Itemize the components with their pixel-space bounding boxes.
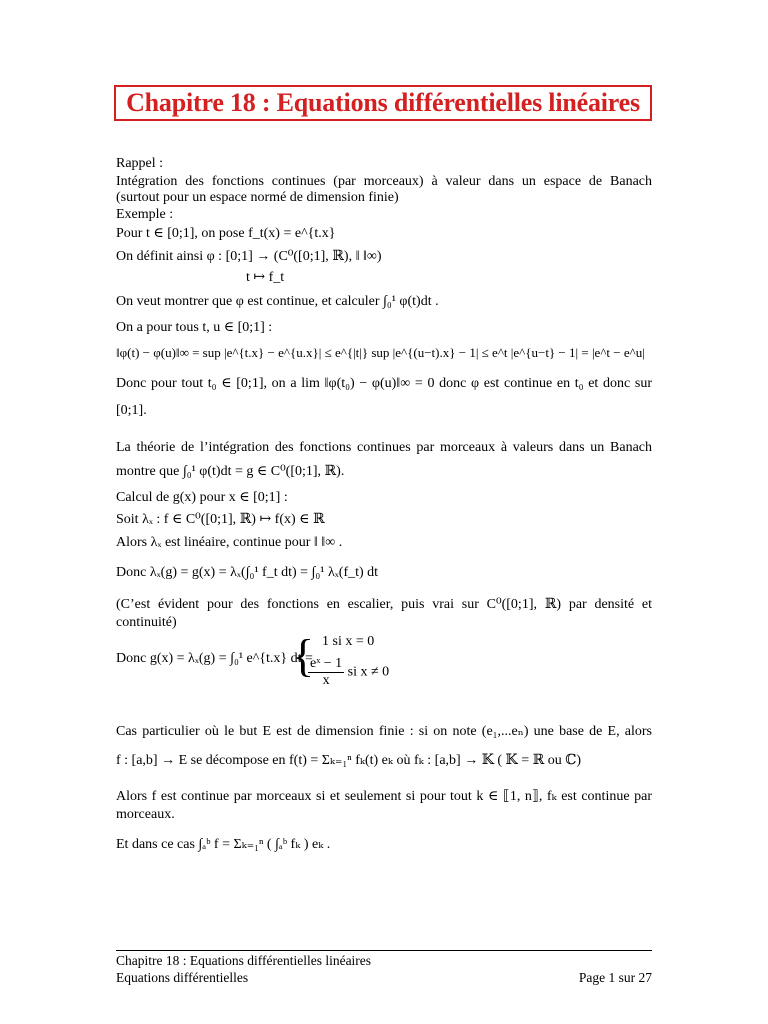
text-exemple: Exemple : bbox=[116, 207, 174, 222]
text-et-dans: Et dans ce cas ∫ₐᵇ f = Σₖ₌₁ⁿ ( ∫ₐᵇ fₖ ) eₖ . bbox=[116, 837, 331, 852]
text-cas-2: f : [a,b] → E se décompose en f(t) = Σₖ₌₁ⁿ fₖ(t) eₖ où fₖ : [a,b] → 𝕂 ( 𝕂 = ℝ ou ℂ) bbox=[116, 753, 582, 768]
text-mapsto: t ↦ f_t bbox=[246, 270, 285, 285]
text-alors-f-2: morceaux. bbox=[116, 807, 175, 822]
chapter-title: Chapitre 18 : Equations différentielles linéaires bbox=[126, 88, 640, 117]
case-2-denominator: x bbox=[322, 673, 330, 688]
left-brace: { bbox=[292, 630, 315, 681]
text-integration-1: Intégration des fonctions continues (par morceaux) à valeur dans un espace de Banach bbox=[116, 174, 652, 189]
text-theorie-2: montre que ∫₀¹ φ(t)dt = g ∈ C⁰([0;1], ℝ). bbox=[116, 464, 345, 479]
footer-rule bbox=[116, 950, 652, 951]
text-cest-1: (C’est évident pour des fonctions en escalier, puis vrai sur C⁰([0;1], ℝ) par densité et bbox=[116, 597, 652, 612]
case-1: 1 si x = 0 bbox=[322, 634, 375, 649]
equation-donc-2: Donc λₓ(g) = g(x) = λₓ(∫₀¹ f_t dt) = ∫₀¹ λₓ(f_t) dt bbox=[116, 565, 379, 580]
case-2-condition: si x ≠ 0 bbox=[347, 664, 390, 680]
equation-inequality: ‖φ(t) − φ(u)‖∞ = sup |e^{t.x} − e^{u.x}| ≤ e^{|t|} sup |e^{(u−t).x} − 1| ≤ e^t |e^{u−t} − 1| = |e^t − e^u| bbox=[116, 345, 645, 360]
page-number: Page 1 sur 27 bbox=[578, 970, 652, 985]
text-integration-2: (surtout pour un espace normé de dimension finie) bbox=[116, 190, 399, 205]
text-on-a-pour: On a pour tous t, u ∈ [0;1] : bbox=[116, 320, 273, 335]
case-2 bbox=[308, 656, 389, 689]
text-on-veut: On veut montrer que φ est continue, et calculer ∫₀¹ φ(t)dt . bbox=[116, 294, 439, 309]
chapter-title-box bbox=[114, 85, 652, 121]
text-alors: Alors λₓ est linéaire, continue pour ‖ ‖∞ . bbox=[116, 535, 343, 550]
footer-chapter: Chapitre 18 : Equations différentielles linéaires bbox=[116, 953, 372, 968]
text-pour: Pour t ∈ [0;1], on pose f_t(x) = e^{t.x} bbox=[116, 226, 336, 241]
case-2-fraction bbox=[308, 656, 344, 689]
text-rappel: Rappel : bbox=[116, 156, 164, 171]
case-2-numerator: eˣ − 1 bbox=[310, 656, 343, 671]
text-theorie-1: La théorie de l’intégration des fonctions continues par morceaux à valeurs dans un Banach bbox=[116, 440, 652, 455]
footer-section: Equations différentielles bbox=[116, 970, 249, 985]
text-alors-f-1: Alors f est continue par morceaux si et seulement si pour tout k ∈ ⟦1, n⟧, fₖ est continue par bbox=[116, 789, 652, 804]
text-cas-1: Cas particulier où le but E est de dimension finie : si on note (e₁,...eₙ) une base de E, alors bbox=[116, 724, 652, 739]
text-on-definit: On définit ainsi φ : [0;1] → (C⁰([0;1], ℝ), ‖ ‖∞) bbox=[116, 249, 382, 264]
text-soit: Soit λₓ : f ∈ C⁰([0;1], ℝ) ↦ f(x) ∈ ℝ bbox=[116, 512, 325, 527]
text-donc-1b: [0;1]. bbox=[116, 403, 147, 418]
text-donc-1: Donc pour tout t₀ ∈ [0;1], on a lim ‖φ(t₀) − φ(u)‖∞ = 0 donc φ est continue en t₀ et donc sur bbox=[116, 376, 652, 391]
text-cest-2: continuité) bbox=[116, 615, 177, 630]
equation-donc-3: Donc g(x) = λₓ(g) = ∫₀¹ e^{t.x} dt = bbox=[116, 651, 313, 666]
text-calcul: Calcul de g(x) pour x ∈ [0;1] : bbox=[116, 490, 288, 505]
